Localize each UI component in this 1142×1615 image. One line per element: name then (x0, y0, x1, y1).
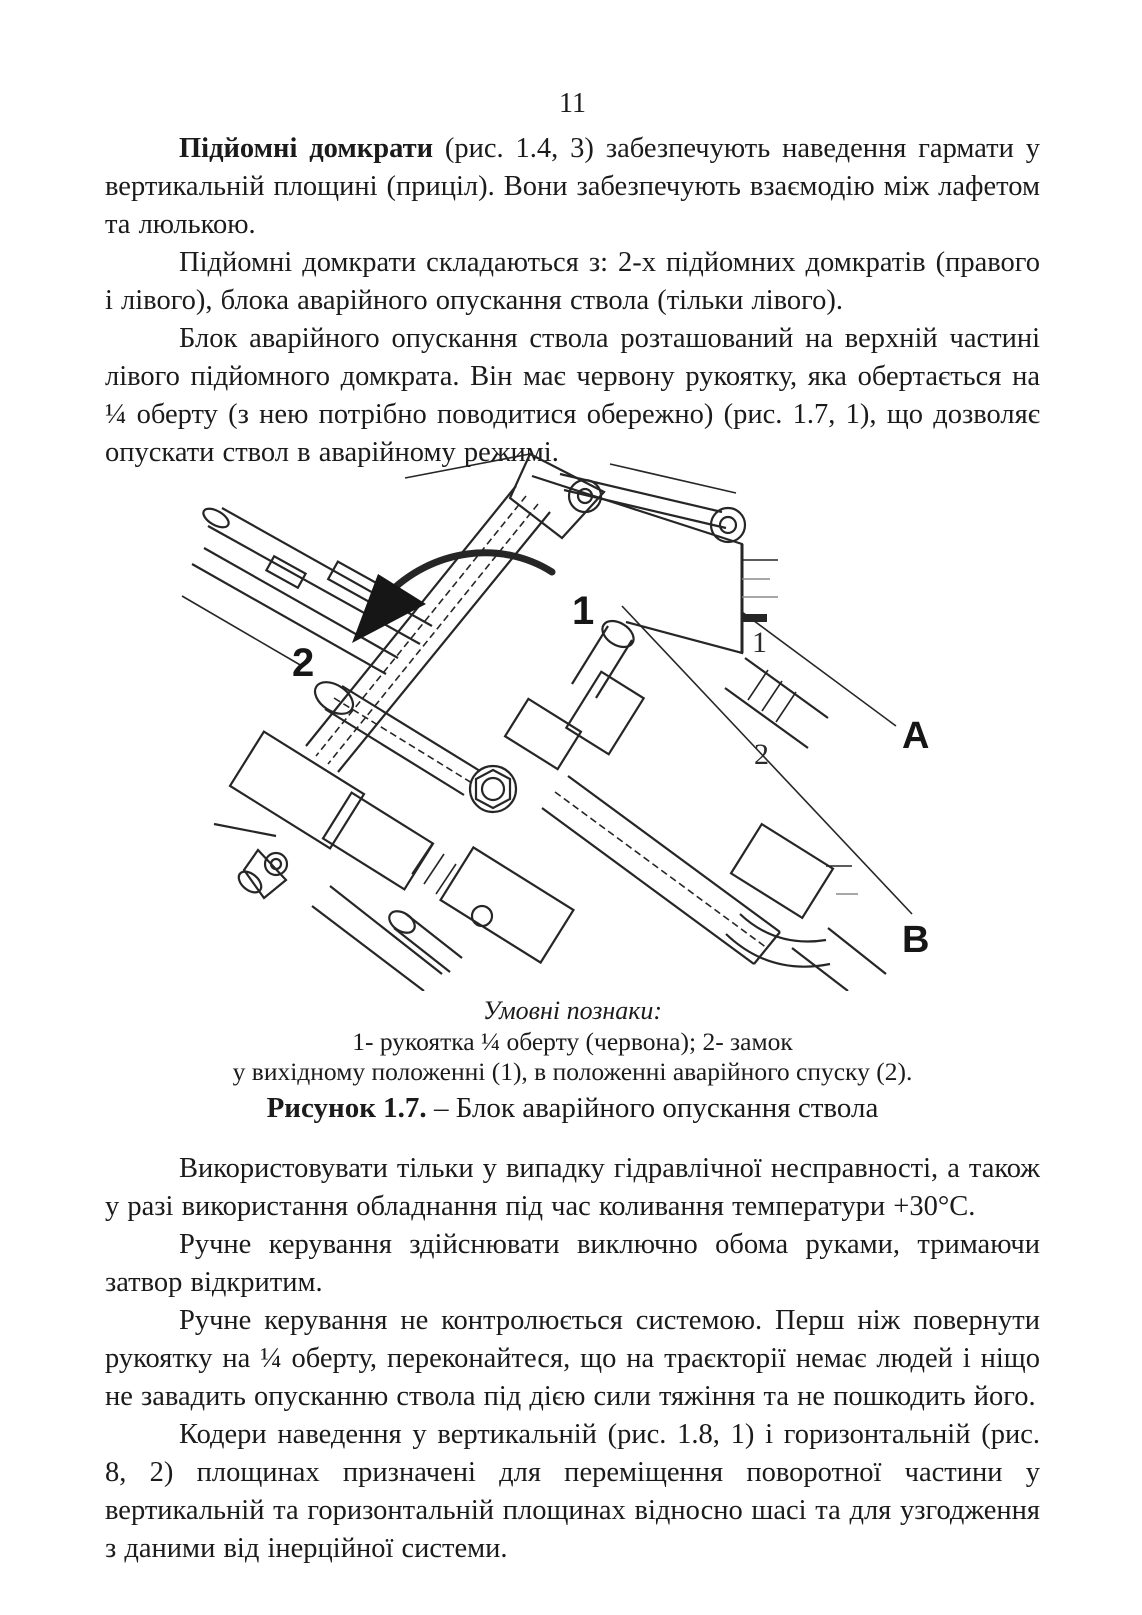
paragraph-encoders: Кодери наведення у вертикальній (рис. 1.8, 1) і горизонтальній (рис. 8, 2) площинах призначені для переміщення поворотної частини у вертикальній та горизонтальній площинах відносно шасі та для узгодження з даними від інерційної системи. (105, 1419, 1040, 1564)
paragraph-manual-control: Ручне керування здійснювати виключно обома руками, тримаючи затвор відкритим. (105, 1229, 1040, 1298)
figure-legend-title: Умовні познаки: (482, 996, 663, 1025)
figure-caption-number: Рисунок 1.7. (266, 1092, 427, 1124)
figure-label-position-1: 1 (752, 626, 767, 659)
paragraph-lead-bold: Підйомні домкрати (179, 133, 434, 164)
paragraph-lifting-jacks (105, 130, 1040, 244)
figure-drawing (180, 446, 960, 991)
figure-label-view-a: A (902, 715, 930, 757)
figure-label-handle-1: 1 (572, 589, 595, 633)
figure-caption (105, 1090, 1040, 1126)
figure-label-lock-2: 2 (292, 641, 315, 685)
figure-label-position-2: 2 (754, 738, 769, 771)
paragraph-emergency-block: Блок аварійного опускання ствола розташований на верхній частині лівого підйомного домкрата. Він має червону рукоятку, яка обертається на ¼ оберту (з нею потрібно поводитися обережно) (рис. 1.7, 1), що дозволяє опускати ствол в аварійному режимі. (105, 323, 1040, 468)
figure-1-7 (180, 446, 960, 991)
paragraph-safety-warning: Ручне керування не контролюється системою. Перш ніж повернути рукоятку на ¼ оберту, переконайтеся, що на траєкторії немає людей і ніщо не завадить опусканню ствола під дією сили тяжіння та не пошкодить його. (105, 1305, 1040, 1412)
figure-caption-text: – Блок аварійного опускання ствола (426, 1092, 879, 1124)
paragraph-usage-conditions: Використовувати тільки у випадку гідравлічної несправності, а також у разі використання обладнання під час коливання температури +30°С. (105, 1153, 1040, 1222)
figure-legend-line-1: 1- рукоятка ¼ оберту (червона); 2- замок (352, 1027, 793, 1056)
paragraph-jack-composition: Підйомні домкрати складаються з: 2-х підйомних домкратів (правого і лівого), блока аварійного опускання ствола (тільки лівого). (105, 247, 1040, 316)
figure-legend-line-2: у вихідному положенні (1), в положенні аварійного спуску (2). (232, 1057, 913, 1086)
figure-label-view-b: B (902, 919, 930, 961)
paragraph-lead-rest: (рис. 1.4, 3) забезпечують наведення гармати у вертикальній площині (приціл). Вони забезпечують взаємодію між лафетом та люлькою. (105, 133, 1040, 240)
page-number: 11 (559, 88, 586, 119)
